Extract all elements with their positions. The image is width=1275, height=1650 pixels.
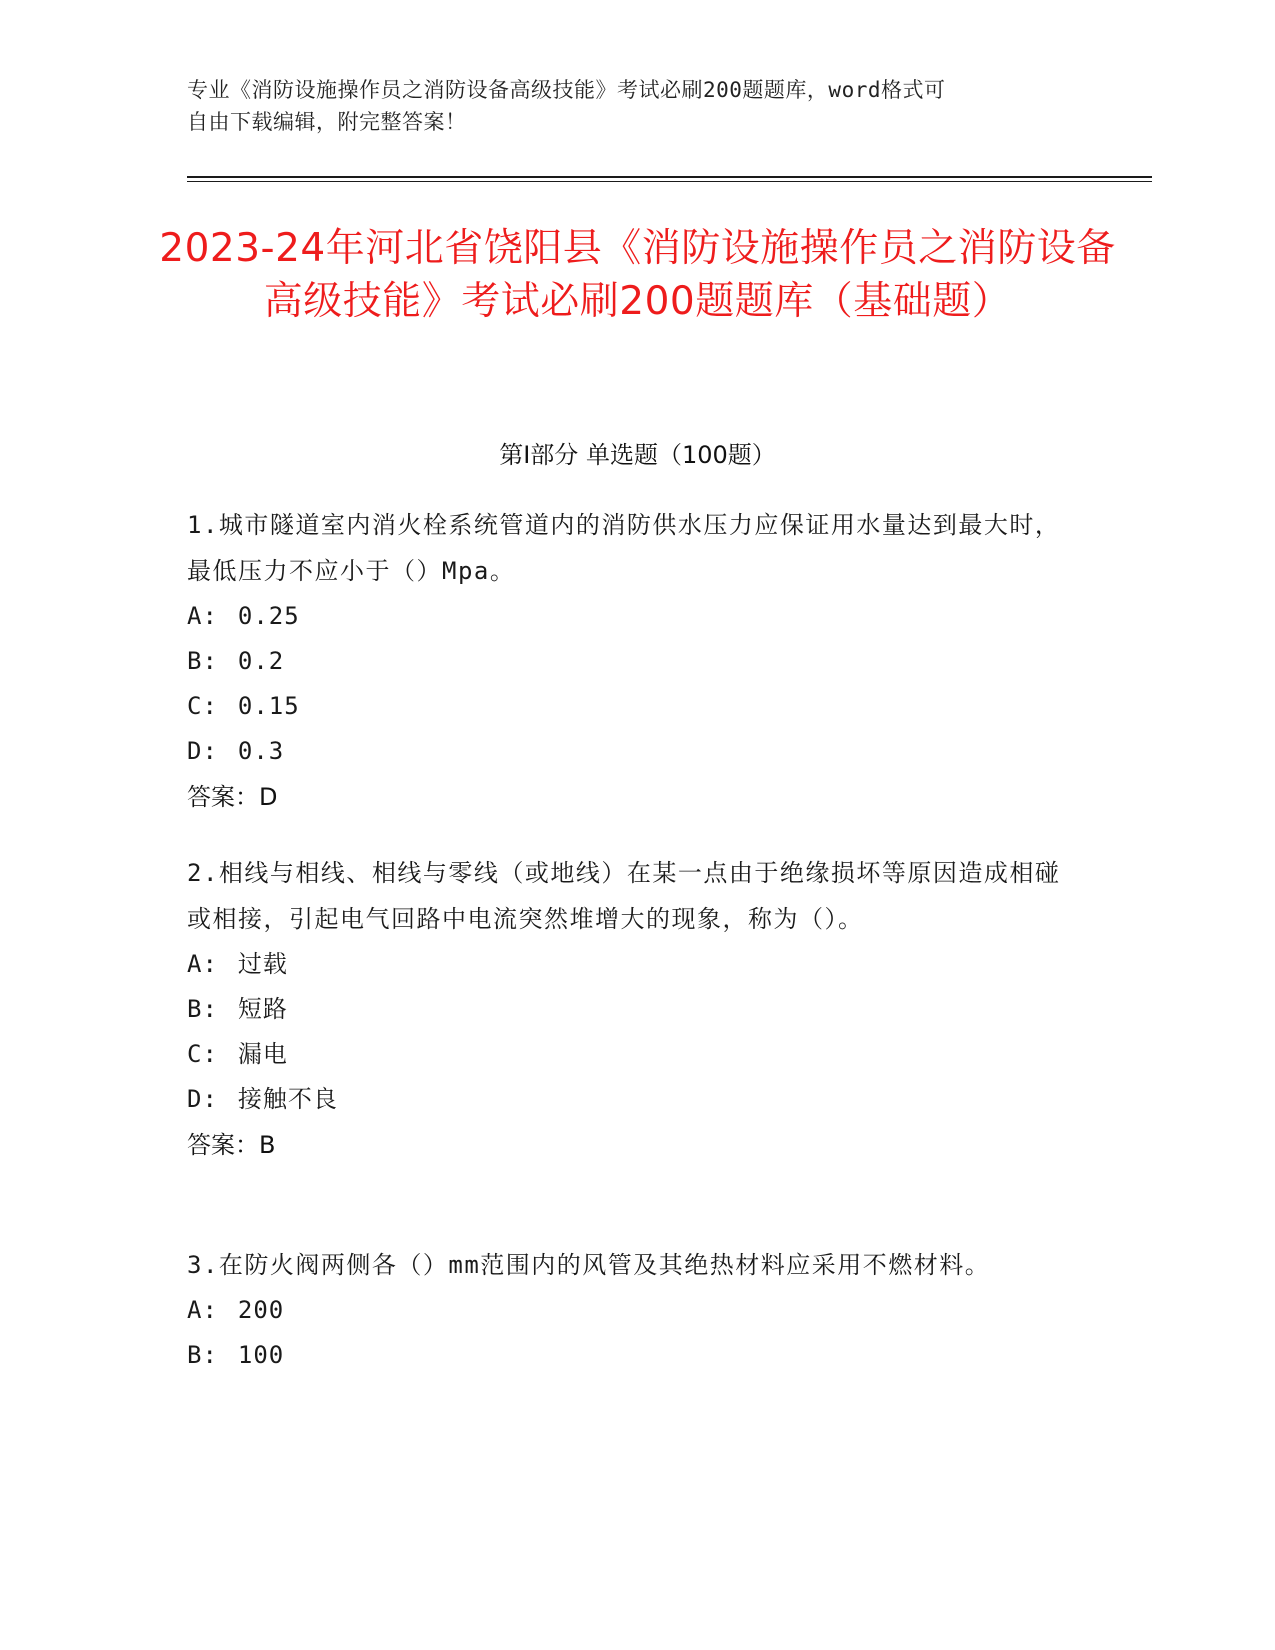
option-key: D: bbox=[187, 737, 218, 765]
header-divider-thin bbox=[187, 181, 1152, 182]
option-text: 接触不良 bbox=[237, 1085, 338, 1113]
option-c bbox=[187, 684, 1067, 729]
option-d bbox=[187, 729, 1067, 774]
option-key: A: bbox=[187, 950, 218, 978]
option-text: 0.3 bbox=[237, 737, 285, 765]
option-a bbox=[187, 942, 1067, 987]
option-c bbox=[187, 1032, 1067, 1077]
option-text: 0.2 bbox=[237, 647, 285, 675]
option-key: A: bbox=[187, 1296, 218, 1324]
option-key: C: bbox=[187, 692, 218, 720]
answer-label: 答案：D bbox=[187, 783, 278, 811]
option-b bbox=[187, 639, 1067, 684]
question-2 bbox=[187, 850, 1067, 1168]
question-stem: 2.相线与相线、相线与零线（或地线）在某一点由于绝缘损坏等原因造成相碰或相接，引起电气回路中电流突然堆增大的现象，称为（）。 bbox=[187, 859, 1061, 933]
option-key: A: bbox=[187, 602, 218, 630]
option-text: 短路 bbox=[237, 995, 288, 1023]
question-3 bbox=[187, 1242, 1067, 1378]
answer-label: 答案：B bbox=[187, 1131, 276, 1159]
header-note: 专业《消防设施操作员之消防设备高级技能》考试必刷200题题库，word格式可 自由下载编辑，附完整答案！ bbox=[187, 78, 946, 134]
section-heading: 第I部分 单选题（100题） bbox=[499, 441, 776, 469]
option-text: 漏电 bbox=[237, 1040, 288, 1068]
option-b bbox=[187, 1333, 1067, 1378]
option-text: 0.15 bbox=[237, 692, 300, 720]
option-key: B: bbox=[187, 1341, 218, 1369]
option-key: D: bbox=[187, 1085, 218, 1113]
option-b bbox=[187, 987, 1067, 1032]
option-text: 200 bbox=[237, 1296, 285, 1324]
option-a bbox=[187, 1288, 1067, 1333]
option-key: B: bbox=[187, 995, 218, 1023]
document-title: 2023-24年河北省饶阳县《消防设施操作员之消防设备高级技能》考试必刷200题题库（基础题） bbox=[159, 226, 1116, 324]
question-stem: 3.在防火阀两侧各（）mm范围内的风管及其绝热材料应采用不燃材料。 bbox=[187, 1251, 991, 1279]
option-d bbox=[187, 1077, 1067, 1122]
option-key: C: bbox=[187, 1040, 218, 1068]
header-divider-thick bbox=[187, 176, 1152, 178]
option-a bbox=[187, 594, 1067, 639]
option-text: 过载 bbox=[237, 950, 288, 978]
option-text: 0.25 bbox=[237, 602, 300, 630]
option-key: B: bbox=[187, 647, 218, 675]
option-text: 100 bbox=[237, 1341, 285, 1369]
question-1 bbox=[187, 502, 1067, 820]
question-stem: 1.城市隧道室内消火栓系统管道内的消防供水压力应保证用水量达到最大时，最低压力不应小于（）Mpa。 bbox=[187, 511, 1061, 585]
